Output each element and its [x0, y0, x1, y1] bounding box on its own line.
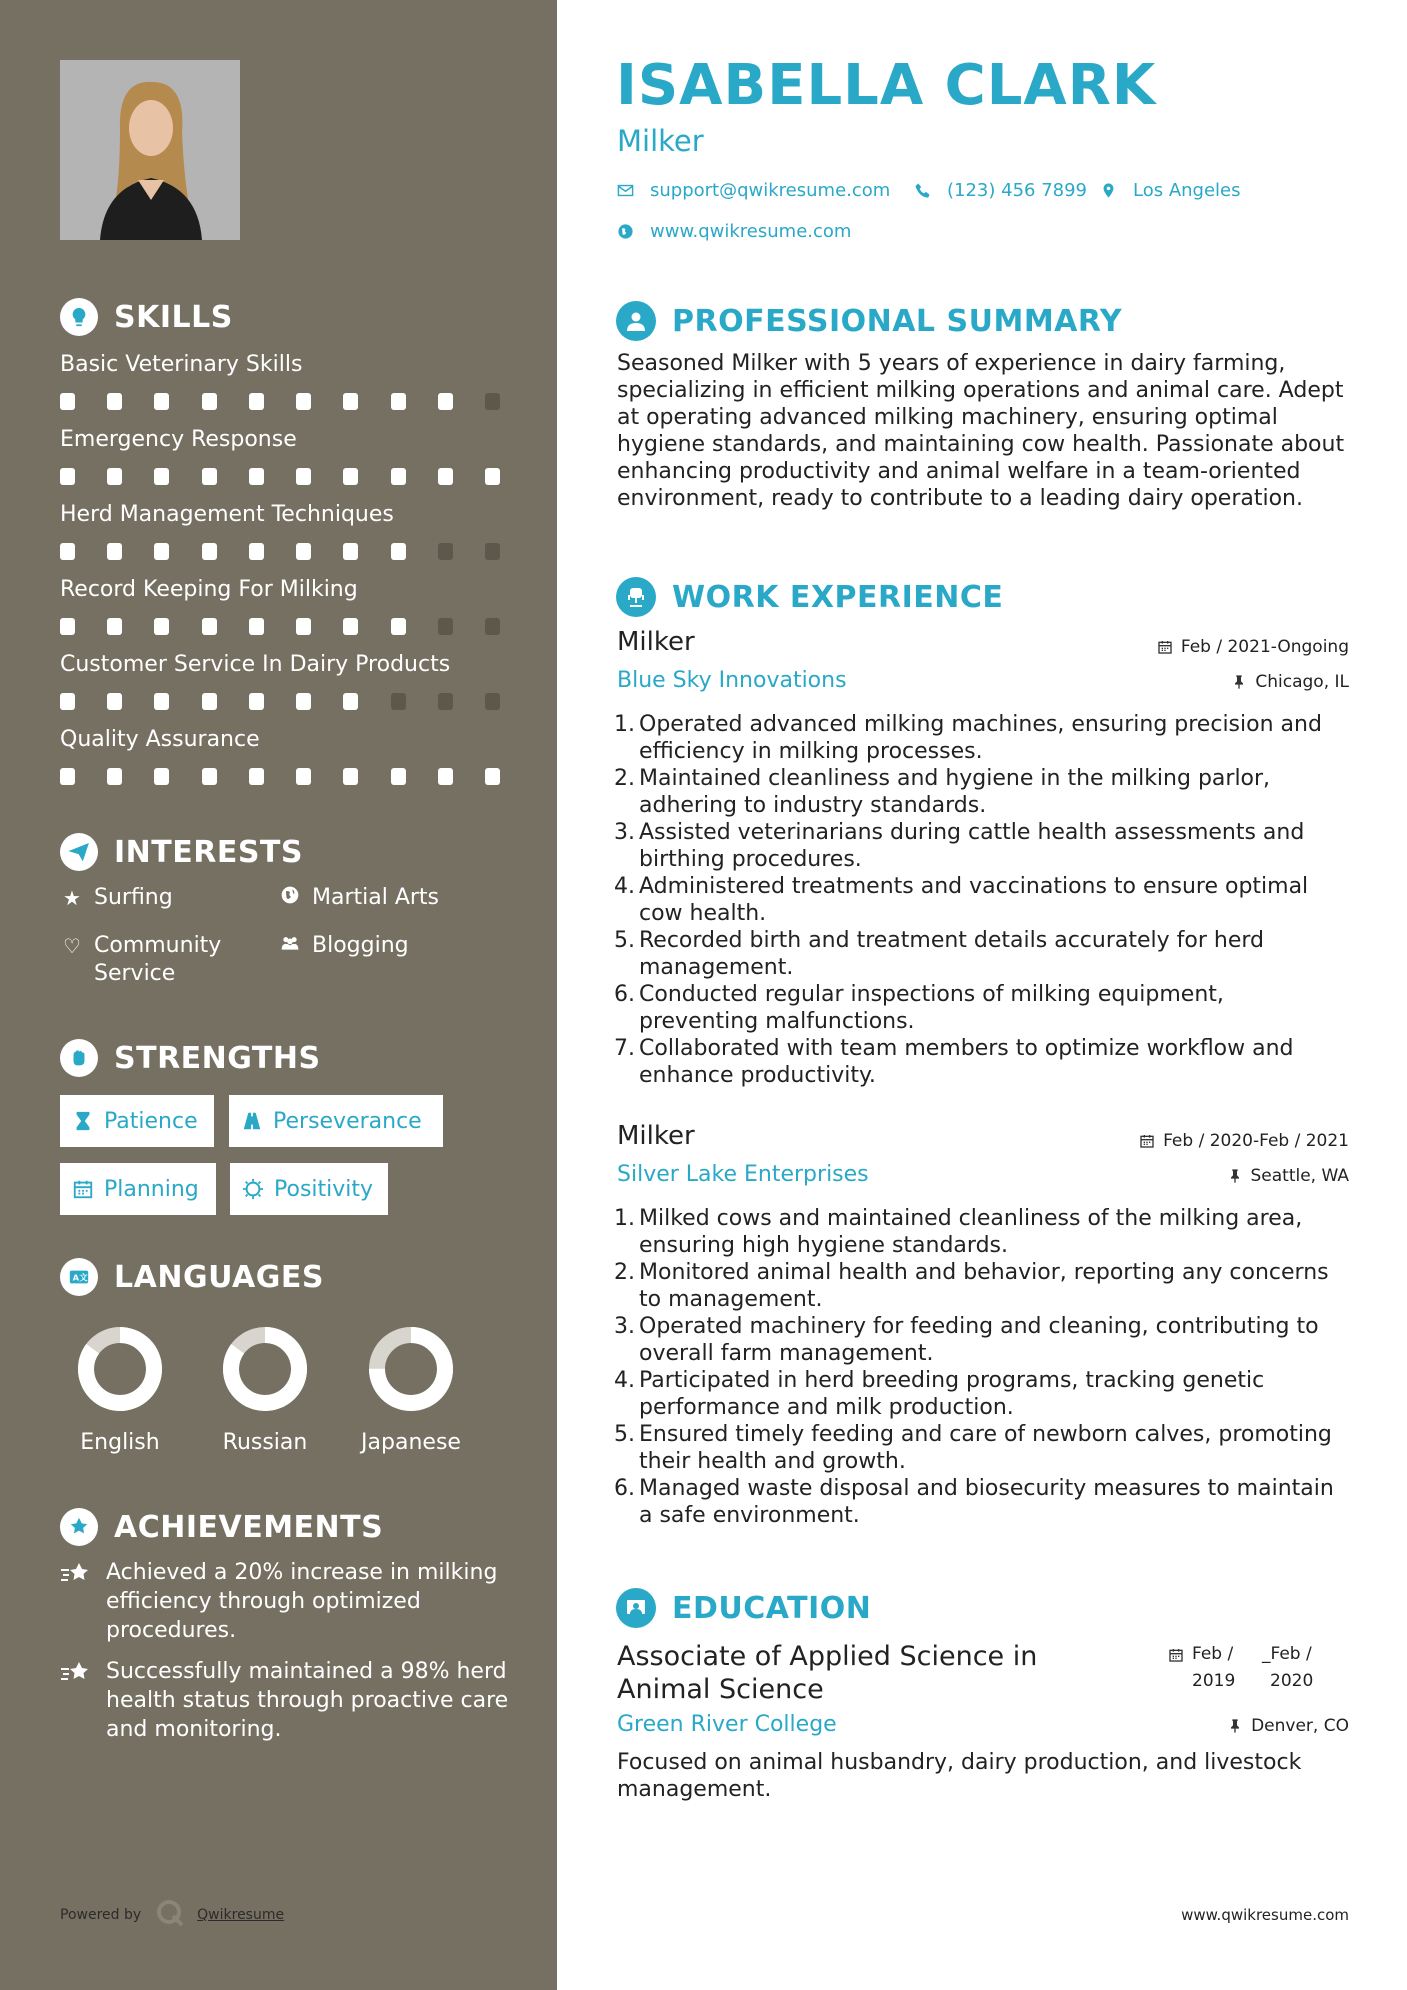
- duty-item: [609, 819, 1349, 873]
- language-name: Japanese: [361, 1430, 461, 1455]
- skill-dot: [343, 768, 358, 785]
- skill-dot: [154, 468, 169, 485]
- language-item: [341, 1326, 481, 1455]
- skill-dot: [202, 768, 217, 785]
- skill-level-dots: [60, 468, 500, 485]
- office-chair-icon: [616, 577, 656, 617]
- job-date-text: Feb / 2021-Ongoing: [1180, 637, 1349, 657]
- duty-number: 3.: [614, 1314, 635, 1339]
- skill-item: [60, 727, 500, 785]
- achievements-heading: [60, 1508, 383, 1546]
- hourglass-icon: [72, 1110, 94, 1132]
- duty-item: [609, 1475, 1349, 1529]
- skill-dot: [154, 768, 169, 785]
- interest-martial-arts: [278, 884, 439, 912]
- duty-text: Collaborated with team members to optimize workflow and enhance productivity.: [639, 1036, 1294, 1088]
- skills-title: SKILLS: [114, 299, 233, 335]
- language-level-ring: [222, 1326, 308, 1412]
- users-icon: [278, 932, 302, 960]
- map-pin-icon: [1100, 182, 1117, 199]
- skill-dot: [154, 393, 169, 410]
- education-end: [1262, 1641, 1332, 1695]
- website-text: www.qwikresume.com: [650, 221, 852, 242]
- strengths-heading: [60, 1039, 321, 1077]
- candidate-role: Milker: [617, 124, 704, 158]
- duty-number: 2.: [614, 766, 635, 791]
- language-item: [195, 1326, 335, 1455]
- phone-icon: [914, 182, 931, 199]
- language-level-ring: [368, 1326, 454, 1412]
- sun-icon: [242, 1178, 264, 1200]
- education-start-line2: 2019: [1192, 1671, 1236, 1691]
- skill-dot: [249, 468, 264, 485]
- contact-phone[interactable]: [914, 180, 1087, 201]
- skill-dot: [438, 618, 453, 635]
- skill-level-dots: [60, 693, 500, 710]
- strength-patience: [60, 1095, 214, 1147]
- job-duties-list: [609, 1205, 1349, 1529]
- pushpin-icon: [1227, 1168, 1243, 1184]
- education-description: Focused on animal husbandry, dairy production, and livestock management.: [617, 1750, 1302, 1802]
- skill-dot: [154, 693, 169, 710]
- skill-dot: [296, 693, 311, 710]
- skill-dot: [107, 543, 122, 560]
- skill-dot: [249, 393, 264, 410]
- duty-number: 4.: [614, 1368, 635, 1393]
- duty-text: Conducted regular inspections of milking equipment, preventing malfunctions.: [639, 982, 1224, 1034]
- strength-planning: [60, 1163, 216, 1215]
- skill-dot: [202, 393, 217, 410]
- skill-dot: [438, 768, 453, 785]
- skill-dot: [485, 543, 500, 560]
- qwikresume-link[interactable]: Qwikresume: [197, 1907, 285, 1923]
- duty-item: [609, 1367, 1349, 1421]
- strength-label: Perseverance: [273, 1108, 422, 1134]
- skill-dot: [391, 693, 406, 710]
- duty-number: 6.: [614, 1476, 635, 1501]
- skill-dot: [154, 618, 169, 635]
- company-name: Blue Sky Innovations: [617, 668, 847, 693]
- job-location: [1231, 672, 1349, 692]
- languages-title: LANGUAGES: [114, 1259, 324, 1295]
- duty-text: Assisted veterinarians during cattle health assessments and birthing procedures.: [639, 820, 1305, 872]
- fist-icon: [60, 1039, 98, 1077]
- envelope-icon: [617, 182, 634, 199]
- company-name: Silver Lake Enterprises: [617, 1162, 869, 1187]
- skill-dot: [343, 693, 358, 710]
- skill-dot: [249, 693, 264, 710]
- skill-dot: [343, 618, 358, 635]
- duty-number: 2.: [614, 1260, 635, 1285]
- education-location-text: Denver, CO: [1251, 1716, 1349, 1736]
- duty-item: [609, 981, 1349, 1035]
- paper-plane-icon: [60, 833, 98, 871]
- skill-dot: [107, 468, 122, 485]
- skill-dot: [438, 693, 453, 710]
- education-start-line1: Feb /: [1192, 1644, 1234, 1664]
- strength-perseverance: [229, 1095, 443, 1147]
- interest-blogging: [278, 932, 409, 960]
- award-star-icon: [60, 1508, 98, 1546]
- calendar-icon: [72, 1178, 94, 1200]
- achievement-text: Successfully maintained a 98% herd health status through proactive care and monitoring.: [106, 1659, 509, 1742]
- education-title: EDUCATION: [672, 1590, 872, 1626]
- duty-number: 1.: [614, 712, 635, 737]
- duty-number: 7.: [614, 1036, 635, 1061]
- interest-label: Community Service: [94, 933, 222, 986]
- interest-surfing: [60, 884, 173, 912]
- skill-dot: [107, 618, 122, 635]
- skill-dot: [485, 693, 500, 710]
- globe-icon: [278, 884, 302, 912]
- lightbulb-icon: [60, 298, 98, 336]
- job-location-text: Seattle, WA: [1250, 1166, 1349, 1186]
- skill-dot: [343, 468, 358, 485]
- skill-item: [60, 577, 500, 635]
- skill-dot: [485, 468, 500, 485]
- interests-title: INTERESTS: [114, 834, 303, 870]
- skill-name: Emergency Response: [60, 427, 297, 452]
- skill-dot: [485, 768, 500, 785]
- job-date-text: Feb / 2020-Feb / 2021: [1163, 1131, 1349, 1151]
- duty-text: Participated in herd breeding programs, tracking genetic performance and milk production.: [639, 1368, 1265, 1420]
- achievement-item: [60, 1558, 510, 1645]
- duty-text: Operated advanced milking machines, ensuring precision and efficiency in milking processes.: [639, 712, 1322, 764]
- powered-by-label: Powered by: [60, 1907, 142, 1923]
- skill-item: [60, 427, 500, 485]
- skill-dot: [296, 618, 311, 635]
- school-name: Green River College: [617, 1712, 837, 1737]
- calendar-icon: [1168, 1641, 1184, 1695]
- job-location-text: Chicago, IL: [1255, 672, 1349, 692]
- skill-level-dots: [60, 393, 500, 410]
- skill-dot: [249, 543, 264, 560]
- skills-heading: [60, 298, 233, 336]
- contact-website[interactable]: [617, 221, 851, 242]
- duty-item: [609, 927, 1349, 981]
- interest-label: Martial Arts: [312, 885, 440, 910]
- achievement-text: Achieved a 20% increase in milking efficiency through optimized procedures.: [106, 1560, 498, 1643]
- skill-dot: [296, 768, 311, 785]
- skill-dot: [154, 543, 169, 560]
- education-start: [1192, 1641, 1262, 1695]
- duty-text: Managed waste disposal and biosecurity measures to maintain a safe environment.: [639, 1476, 1334, 1528]
- skill-name: Basic Veterinary Skills: [60, 352, 303, 377]
- skill-dot: [60, 768, 75, 785]
- skill-item: [60, 352, 500, 410]
- duty-number: 5.: [614, 928, 635, 953]
- duty-text: Recorded birth and treatment details accurately for herd management.: [639, 928, 1264, 980]
- duty-number: 1.: [614, 1206, 635, 1231]
- skill-dot: [438, 543, 453, 560]
- skill-dot: [485, 618, 500, 635]
- skill-dot: [391, 768, 406, 785]
- qwikresume-logo-icon: [155, 1898, 185, 1932]
- skill-dot: [391, 393, 406, 410]
- language-level-ring: [77, 1326, 163, 1412]
- job-date: [1157, 637, 1349, 657]
- strength-label: Planning: [104, 1176, 199, 1202]
- duty-item: [609, 711, 1349, 765]
- phone-text: (123) 456 7899: [947, 180, 1088, 201]
- duty-number: 5.: [614, 1422, 635, 1447]
- duty-item: [609, 765, 1349, 819]
- education-end-line2: 2020: [1270, 1671, 1314, 1691]
- skill-item: [60, 652, 500, 710]
- duty-number: 6.: [614, 982, 635, 1007]
- skill-name: Quality Assurance: [60, 727, 260, 752]
- skill-dot: [296, 543, 311, 560]
- email-text: support@qwikresume.com: [650, 180, 891, 201]
- skill-dot: [438, 393, 453, 410]
- languages-heading: [60, 1258, 324, 1296]
- shooting-star-icon: [60, 1558, 94, 1645]
- duty-text: Milked cows and maintained cleanliness of the milking area, ensuring high hygiene standards.: [639, 1206, 1303, 1258]
- heart-outline-icon: ♡: [63, 934, 81, 958]
- interest-label: Blogging: [312, 933, 409, 958]
- skill-dot: [60, 693, 75, 710]
- skill-level-dots: [60, 618, 500, 635]
- language-name: Russian: [222, 1430, 308, 1455]
- skill-name: Record Keeping For Milking: [60, 577, 358, 602]
- profile-photo: [60, 60, 240, 240]
- language-name: English: [80, 1430, 160, 1455]
- skill-dot: [296, 468, 311, 485]
- duty-item: [609, 1421, 1349, 1475]
- achievement-item: [60, 1657, 510, 1744]
- skill-item: [60, 502, 500, 560]
- skill-dot: [249, 618, 264, 635]
- location-text: Los Angeles: [1133, 180, 1241, 201]
- interests-heading: [60, 833, 303, 871]
- skill-dot: [60, 618, 75, 635]
- strength-positivity: [230, 1163, 388, 1215]
- experience-title: WORK EXPERIENCE: [672, 579, 1004, 615]
- skill-name: Herd Management Techniques: [60, 502, 394, 527]
- job-duties-list: [609, 711, 1349, 1089]
- duty-text: Maintained cleanliness and hygiene in the milking parlor, adhering to industry standards.: [639, 766, 1271, 818]
- summary-heading: [616, 301, 1122, 341]
- footer-url[interactable]: www.qwikresume.com: [1181, 1906, 1349, 1924]
- skill-dot: [60, 468, 75, 485]
- skill-dot: [391, 543, 406, 560]
- skill-dot: [296, 393, 311, 410]
- job-location: [1227, 1166, 1350, 1186]
- skill-dot: [60, 543, 75, 560]
- graduation-icon: [616, 1588, 656, 1628]
- duty-item: [609, 873, 1349, 927]
- skill-dot: [107, 393, 122, 410]
- powered-by: [60, 1898, 284, 1932]
- skill-dot: [107, 693, 122, 710]
- interest-label: Surfing: [94, 885, 173, 910]
- user-icon: [616, 301, 656, 341]
- interest-community-service: [60, 932, 260, 988]
- education-end-line1: _Feb /: [1262, 1644, 1312, 1664]
- skill-dot: [107, 768, 122, 785]
- skill-dot: [438, 468, 453, 485]
- strength-label: Positivity: [274, 1176, 374, 1202]
- svg-text:A文: A文: [72, 1272, 89, 1283]
- skill-level-dots: [60, 768, 500, 785]
- skill-dot: [60, 393, 75, 410]
- duty-text: Monitored animal health and behavior, reporting any concerns to management.: [639, 1260, 1329, 1312]
- sidebar: [0, 0, 557, 1990]
- education-dates: [1168, 1641, 1332, 1695]
- pushpin-icon: [1231, 674, 1247, 690]
- duty-text: Administered treatments and vaccinations to ensure optimal cow health.: [639, 874, 1309, 926]
- skill-dot: [485, 393, 500, 410]
- education-location: [1227, 1716, 1349, 1736]
- star-icon: ★: [63, 886, 81, 910]
- duty-item: [609, 1313, 1349, 1367]
- duty-item: [609, 1259, 1349, 1313]
- achievements-title: ACHIEVEMENTS: [114, 1509, 384, 1545]
- degree-title: Associate of Applied Science in Animal Science: [617, 1641, 1038, 1705]
- calendar-icon: [1157, 639, 1173, 655]
- education-heading: [616, 1588, 871, 1628]
- summary-text: Seasoned Milker with 5 years of experience in dairy farming, specializing in efficient milking operations and animal care. Adept at operating advanced milking machinery, ensuring optimal hygiene standards, and maintaining cow health. Passionate about enhancing productivity and animal welfare in a team-oriented environment, ready to contribute to a leading dairy operation.: [617, 351, 1345, 511]
- duty-item: [609, 1035, 1349, 1089]
- road-icon: [241, 1110, 263, 1132]
- skill-dot: [249, 768, 264, 785]
- skill-dot: [343, 393, 358, 410]
- candidate-name: ISABELLA CLARK: [616, 53, 1157, 118]
- skill-level-dots: [60, 543, 500, 560]
- job-date: [1139, 1131, 1349, 1151]
- skill-dot: [202, 468, 217, 485]
- strengths-title: STRENGTHS: [114, 1040, 321, 1076]
- globe-icon: [617, 223, 634, 240]
- skill-dot: [202, 543, 217, 560]
- job-title: Milker: [617, 627, 695, 657]
- duty-text: Ensured timely feeding and care of newborn calves, promoting their health and growth.: [639, 1422, 1332, 1474]
- skill-dot: [391, 468, 406, 485]
- contact-location: [1100, 180, 1241, 201]
- profile-photo-image: [60, 60, 240, 240]
- language-icon: [60, 1258, 98, 1296]
- strength-label: Patience: [104, 1108, 198, 1134]
- pushpin-icon: [1227, 1718, 1243, 1734]
- duty-text: Operated machinery for feeding and cleaning, contributing to overall farm management.: [639, 1314, 1319, 1366]
- skill-dot: [202, 693, 217, 710]
- skill-dot: [202, 618, 217, 635]
- experience-heading: [616, 577, 1003, 617]
- language-item: [50, 1326, 190, 1455]
- skill-dot: [391, 618, 406, 635]
- skill-name: Customer Service In Dairy Products: [60, 652, 451, 677]
- summary-title: PROFESSIONAL SUMMARY: [672, 303, 1123, 339]
- contact-email[interactable]: [617, 180, 890, 201]
- duty-number: 4.: [614, 874, 635, 899]
- duty-number: 3.: [614, 820, 635, 845]
- calendar-icon: [1139, 1133, 1155, 1149]
- duty-item: [609, 1205, 1349, 1259]
- job-title: Milker: [617, 1121, 695, 1151]
- skill-dot: [343, 543, 358, 560]
- shooting-star-icon: [60, 1657, 94, 1744]
